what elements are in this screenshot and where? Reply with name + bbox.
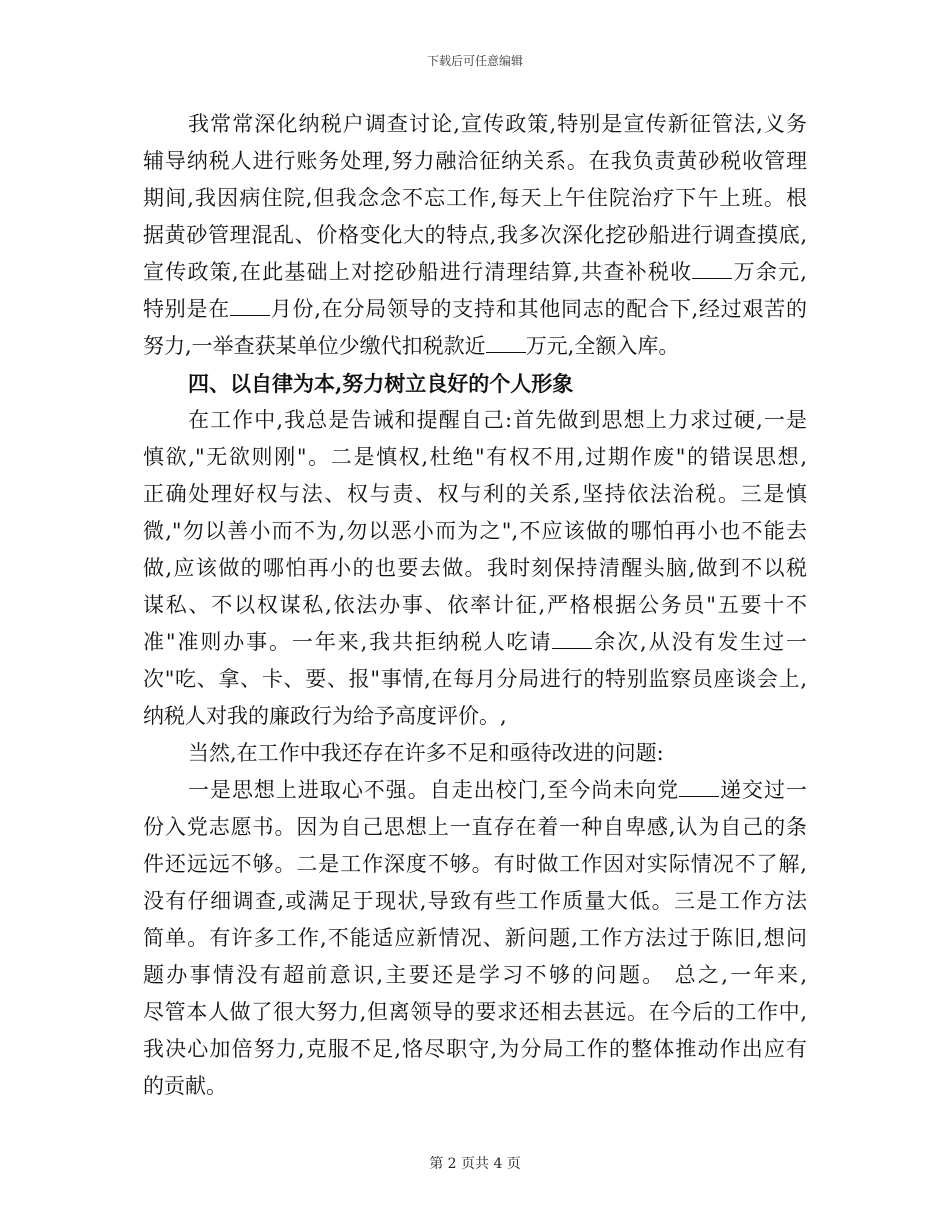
text-line: 努力,一举查获某单位少缴代扣税款近 万元,全额入库。 [143, 328, 807, 365]
fill-blank [679, 774, 719, 797]
text-line: 微,"勿以善小而不为,勿以恶小而为之",不应该做的哪怕再小也不能去 [143, 519, 807, 543]
text-line: 份入党志愿书。因为自己思想上一直存在着一种自卑感,认为自己的条 [143, 815, 807, 839]
text-line: 辅导纳税人进行账务处理,努力融洽征纳关系。在我负责黄砂税收管理 [143, 149, 807, 173]
text-line: 的贡献。 [143, 1074, 227, 1098]
text-line: 尽管本人做了很大努力,但离领导的要求还相去甚远。在今后的工作中, [143, 1000, 807, 1024]
fill-blank [486, 330, 526, 353]
page-header: 下载后可任意编辑 [426, 54, 523, 68]
fill-blank [230, 293, 270, 316]
text-line: 我决心加倍努力,克服不足,恪尽职守,为分局工作的整体推动作出应有 [143, 1037, 807, 1061]
text-line: 特别是在 月份,在分局领导的支持和其他同志的配合下,经过艰苦的 [143, 291, 807, 328]
text-line: 做,应该做的哪怕再小的也要去做。我时刻保持清醒头脑,做到不以税 [143, 556, 807, 580]
fill-blank [552, 626, 592, 649]
text-line: 准"准则办事。一年来,我共拒纳税人吃请 余次,从没有发生过一 [143, 624, 807, 661]
document-body [143, 106, 807, 1105]
fill-blank [692, 256, 732, 279]
text-line: 慎欲,"无欲则刚"。二是慎权,杜绝"有权不用,过期作废"的错误思想, [143, 445, 807, 469]
text-line: 期间,我因病住院,但我念念不忘工作,每天上午住院治疗下午上班。根 [143, 186, 807, 210]
text-line: 据黄砂管理混乱、价格变化大的特点,我多次深化挖砂船进行调查摸底, [143, 223, 807, 247]
text-line: 正确处理好权与法、权与责、权与利的关系,坚持依法治税。三是慎 [143, 482, 807, 506]
text-line: 谋私、不以权谋私,依法办事、依率计征,严格根据公务员"五要十不 [143, 593, 807, 617]
text-line: 件还远远不够。二是工作深度不够。有时做工作因对实际情况不了解, [143, 852, 807, 876]
text-line: 简单。有许多工作,不能适应新情况、新问题,工作方法过于陈旧,想问 [143, 926, 807, 950]
text-line: 没有仔细调查,或满足于现状,导致有些工作质量大低。三是工作方法 [143, 889, 807, 913]
text-line: 纳税人对我的廉政行为给予高度评价。, [143, 704, 507, 728]
text-line: 一是思想上进取心不强。自走出校门,至今尚未向党 递交过一 [143, 772, 807, 809]
text-line: 当然,在工作中我还存在许多不足和亟待改进的问题: [188, 741, 664, 765]
text-line: 我常常深化纳税户调查讨论,宣传政策,特别是宣传新征管法,义务 [188, 112, 807, 136]
page-number: 第 2 页共 4 页 [429, 1156, 521, 1172]
text-line: 在工作中,我总是告诫和提醒自己:首先做到思想上力求过硬,一是 [188, 408, 807, 432]
section-heading: 四、以自律为本,努力树立良好的个人形象 [188, 371, 574, 396]
text-line: 题办事情没有超前意识,主要还是学习不够的问题。 总之,一年来, [143, 963, 807, 987]
text-line: 次"吃、拿、卡、要、报"事情,在每月分局进行的特别监察员座谈会上, [143, 667, 807, 691]
text-line: 宣传政策,在此基础上对挖砂船进行清理结算,共查补税收 万余元, [143, 254, 807, 291]
